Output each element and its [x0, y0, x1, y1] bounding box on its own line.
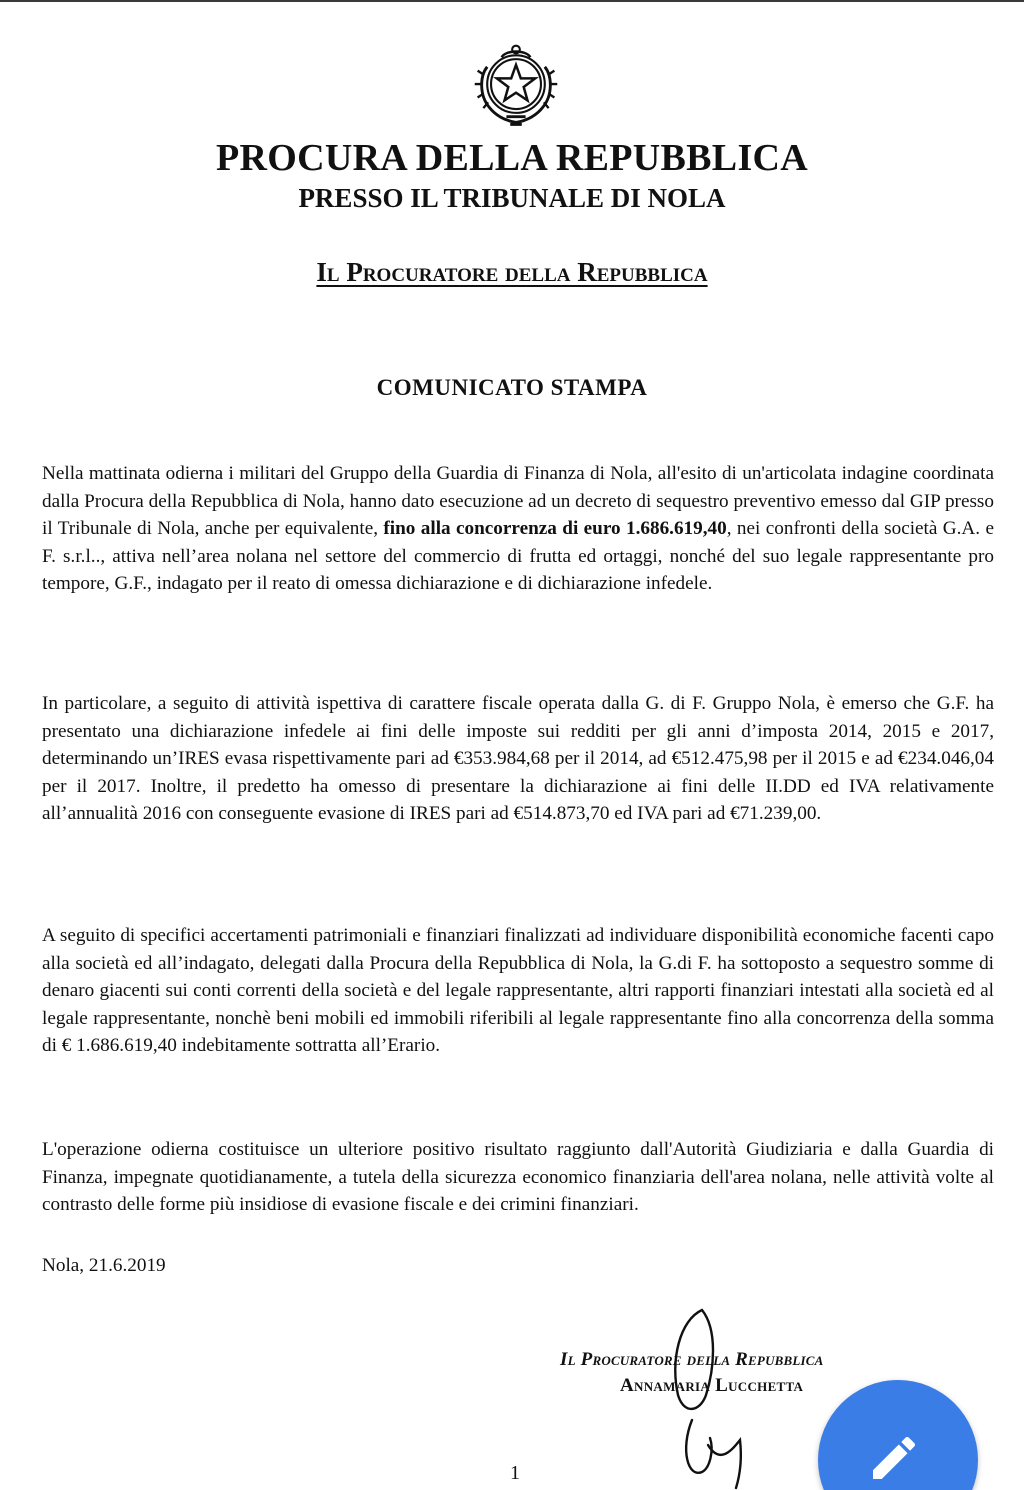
- paragraph-conclusion: L'operazione odierna costituisce un ulteriore positivo risultato raggiunto dall'Autorità Giudiziaria e dalla Guardia di Finanza, impegnate quotidianamente, a tutela della sicurezza economico finanziaria dell'area nolana, nelle attività volte al contrasto delle forme più insidiose di evasione fiscale e dei crimini finanziari.: [42, 1139, 994, 1215]
- handwritten-signature: [640, 1300, 770, 1490]
- page-number: 1: [510, 1462, 520, 1484]
- signatory-title: Il Procuratore della Repubblica: [560, 1349, 824, 1370]
- paragraph-intro-text-b: , nei confronti della società G.A. e F. s.r.l.., attiva nell’area nolana nel settore del commercio di frutta ed ortaggi, nonché del suo legale rappresentante pro tempore, G.F., indagato per il reato di omessa dichiarazione e di dichiarazione infedele.: [42, 518, 994, 594]
- office-subtitle: PRESSO IL TRIBUNALE DI NOLA: [298, 183, 726, 213]
- paragraph-intro-text-a: Nella mattinata odierna i militari del Gruppo della Guardia di Finanza di Nola, all'esito di un'articolata indagine coordinata dalla Procura della Repubblica di Nola, hanno dato esecuzione ad un decreto di sequestro preventivo emesso dal GIP presso il Tribunale di Nola, anche per equivalente,: [42, 463, 994, 539]
- seizure-amount-bold: fino alla concorrenza di euro 1.686.619,40: [383, 518, 727, 539]
- italian-republic-emblem-icon: [468, 38, 564, 134]
- edit-fab-button[interactable]: [818, 1380, 978, 1490]
- paragraph-details: In particolare, a seguito di attività ispettiva di carattere fiscale operata dalla G. di F. Gruppo Nola, è emerso che G.F. ha presentato una dichiarazione infedele ai fini delle imposte sui redditi per gli anni d’imposta 2014, 2015 e 2017, determinando un’IRES evasa rispettivamente pari ad €353.984,68 per il 2014, ad €512.475,98 per il 2015 e ad €234.046,04 per il 2017. Inoltre, il predetto ha omesso di presentare la dichiarazione ai fini delle II.DD ed IVA relativamente all’annualità 2016 con conseguente evasione di IRES pari ad €514.873,70 ed IVA pari ad €71.239,00.: [42, 693, 994, 824]
- signatory-name: Annamaria Lucchetta: [620, 1375, 804, 1396]
- screen-top-edge: [0, 0, 1024, 2]
- paragraph-seizure: A seguito di specifici accertamenti patrimoniali e finanziari finalizzati ad individuare disponibilità economiche facenti capo alla società ed all’indagato, delegati dalla Procura della Repubblica di Nola, la G.di F. ha sottoposto a sequestro somme di denaro giacenti sui conti correnti della società e del legale rappresentante, altri rapporti finanziari intestati alla società ed al legale rappresentante, nonchè beni mobili ed immobili riferibili al legale rappresentante fino alla concorrenza della somma di € 1.686.619,40 indebitamente sottratta all’Erario.: [42, 925, 994, 1056]
- dateline: Nola, 21.6.2019: [42, 1255, 166, 1276]
- office-title: PROCURA DELLA REPUBBLICA: [215, 137, 809, 179]
- document-heading: COMUNICATO STAMPA: [376, 375, 648, 400]
- edit-pencil-icon: [866, 1430, 922, 1486]
- office-name-heading: Il Procuratore della Repubblica: [316, 257, 708, 287]
- paragraph-intro: [42, 460, 994, 598]
